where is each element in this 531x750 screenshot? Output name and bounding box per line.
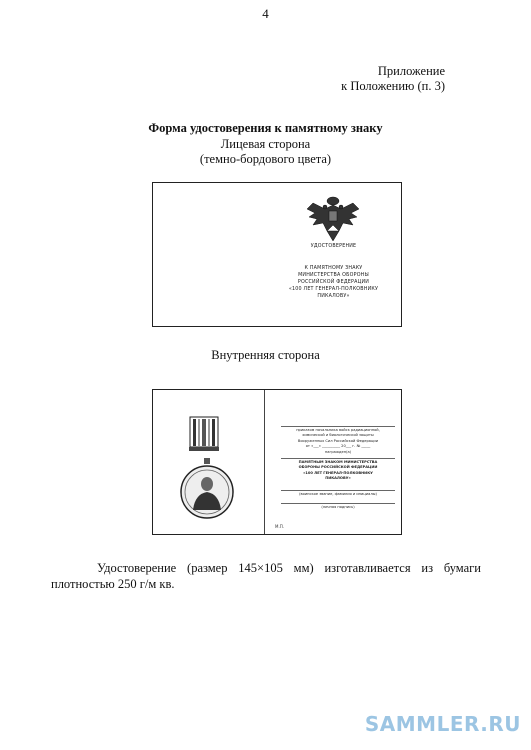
front-card-line: ПИКАЛОВУ» — [317, 294, 350, 299]
double-headed-eagle-emblem — [303, 195, 363, 243]
inner-card-line: Вооруженных Сил Российской Федерации — [297, 438, 379, 443]
card-fold-line — [264, 390, 265, 534]
inner-card-line: приказом начальника войск радиационной, — [296, 428, 380, 432]
inner-card-line: от «___» __________ 20___ г. № _____ — [305, 444, 371, 449]
site-watermark: SAMMLER.RU — [364, 712, 521, 736]
inner-card-caption: (воинское звание, фамилия и инициалы) — [299, 491, 377, 496]
form-title: Форма удостоверения к памятному знаку — [148, 121, 383, 135]
inner-card-caption: (личная подпись) — [321, 505, 355, 510]
inner-card-award: «100 ЛЕТ ГЕНЕРАЛ-ПОЛКОВНИКУ — [303, 470, 373, 475]
blank-line — [281, 426, 395, 427]
certificate-inner-card — [152, 389, 402, 535]
inner-card-line: химической и биологической защиты — [302, 433, 374, 438]
front-card-text — [271, 243, 396, 300]
medal-portrait — [179, 458, 235, 520]
front-card-line: К ПАМЯТНОМУ ЗНАКУ — [304, 266, 363, 271]
blank-line — [281, 490, 395, 491]
stamp-place-label: М.П. — [275, 524, 285, 529]
front-card-line: РОССИЙСКОЙ ФЕДЕРАЦИИ — [297, 280, 370, 285]
inner-card-line: награжден(а) — [324, 449, 352, 454]
inner-card-award: ОБОРОНЫ РОССИЙСКОЙ ФЕДЕРАЦИИ — [298, 465, 378, 470]
front-card-line: МИНИСТЕРСТВА ОБОРОНЫ — [298, 273, 369, 278]
blank-line — [281, 503, 395, 504]
front-color-note: (темно-бордового цвета) — [199, 152, 332, 166]
appendix-note — [341, 64, 445, 94]
inner-card-text — [279, 423, 397, 510]
appendix-line-1: Приложение — [377, 64, 445, 78]
body-paragraph: Удостоверение (размер 145×105 мм) изготавливается из бумаги плотностью 250 г/м кв. — [51, 561, 481, 591]
front-side-label: Лицевая сторона — [220, 137, 311, 151]
inner-card-award: ПАМЯТНЫМ ЗНАКОМ МИНИСТЕРСТВА — [298, 460, 378, 465]
blank-line — [281, 458, 395, 459]
inner-card-award: ПИКАЛОВУ» — [325, 476, 351, 481]
appendix-line-2: к Положению (п. 3) — [341, 79, 445, 93]
medal-ribbon — [189, 416, 219, 452]
inner-side-label: Внутренняя сторона — [211, 348, 320, 362]
certificate-front-card — [152, 182, 402, 327]
front-card-title: УДОСТОВЕРЕНИЕ — [310, 244, 357, 249]
front-card-line: «100 ЛЕТ ГЕНЕРАЛ-ПОЛКОВНИКУ — [288, 287, 379, 292]
page-number: 4 — [262, 6, 269, 21]
